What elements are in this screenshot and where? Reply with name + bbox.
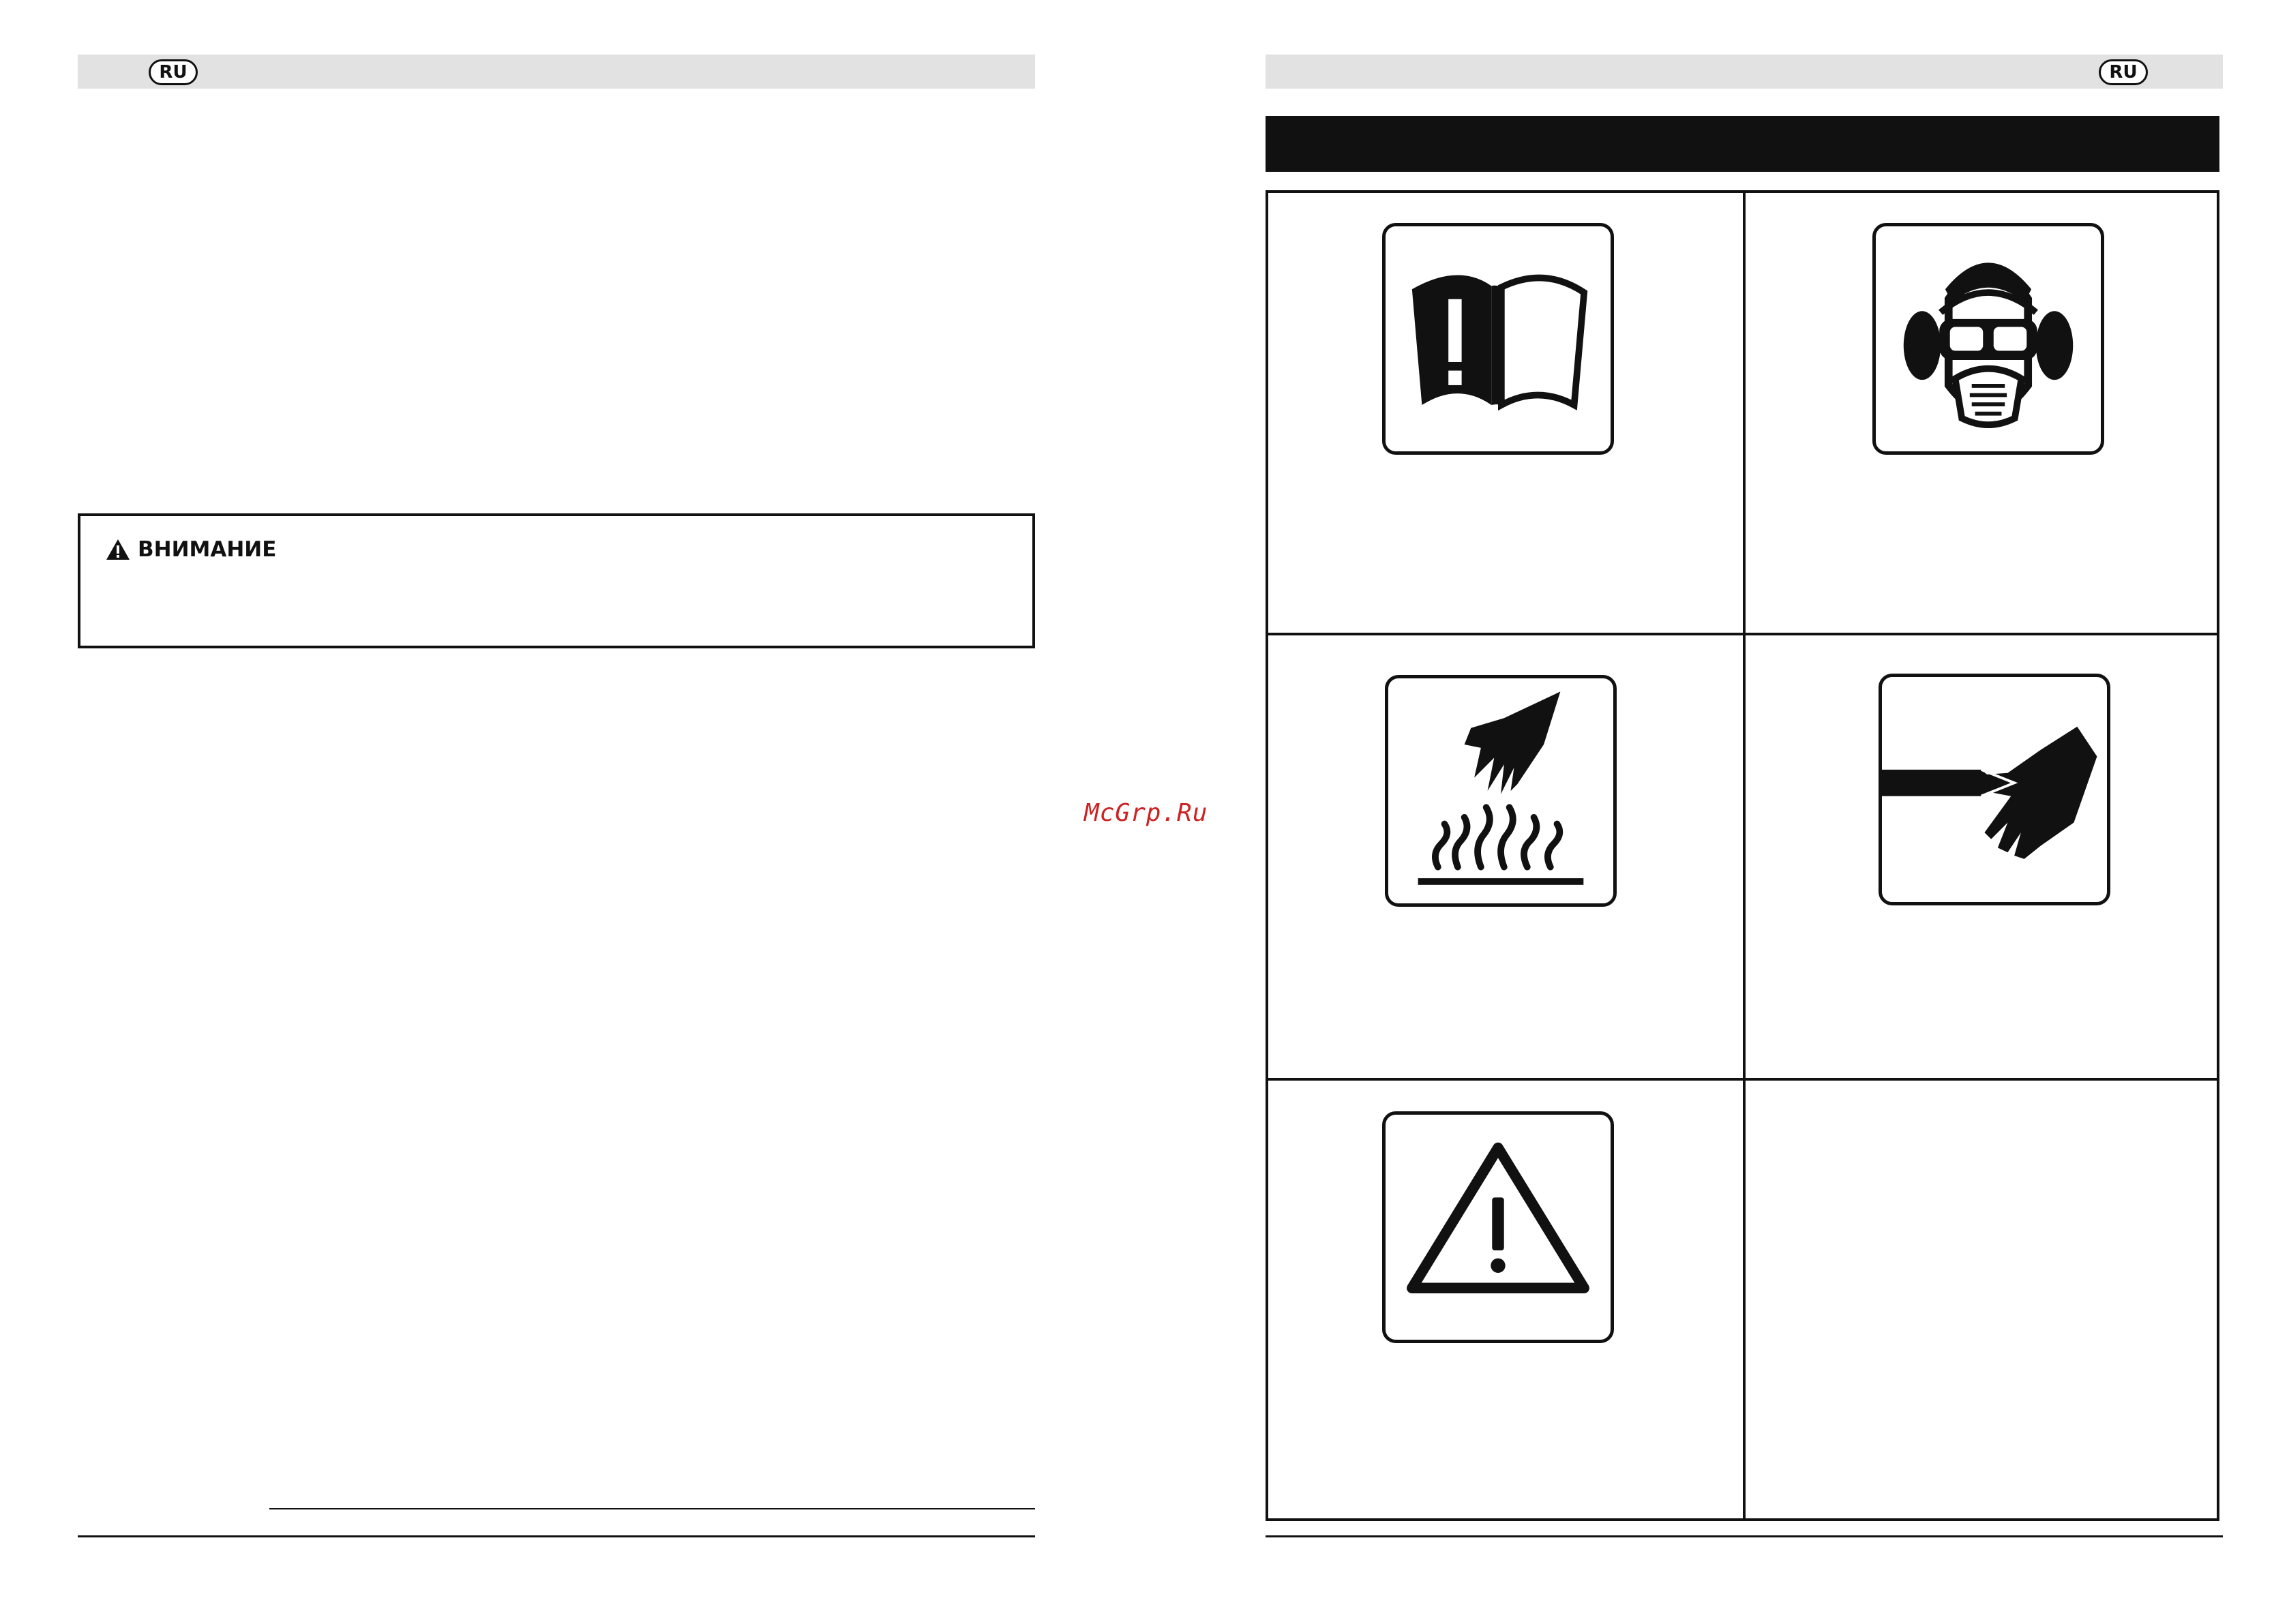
left-header-bar [78,55,1035,89]
warning-box [78,513,1035,648]
right-header-bar [1266,55,2223,89]
right-lang-badge: RU [2099,59,2148,85]
cut-hazard-hand-icon [1882,677,2107,902]
eye-ear-respiratory-protection-icon [1876,226,2101,451]
read-manual-icon [1386,226,1611,451]
left-lang-badge: RU [149,59,198,85]
grid-divider-row1 [1266,633,2219,635]
warning-heading [105,537,276,562]
right-footer-rule [1266,1535,2223,1537]
footnote-rule [269,1508,1035,1509]
hot-surface-icon [1388,678,1613,903]
warning-triangle-icon [105,538,131,561]
watermark: McGrp.Ru [1084,799,1208,827]
symbol-read-manual [1382,223,1614,455]
warning-title: ВНИМАНИЕ [138,537,277,562]
symbol-hot-surface [1385,675,1617,907]
left-footer-rule [78,1535,1035,1537]
symbol-cut-hazard [1879,674,2110,905]
grid-divider-row2 [1266,1078,2219,1081]
symbol-general-warning [1382,1111,1614,1343]
symbol-protective-equipment [1872,223,2104,455]
section-banner [1266,116,2219,172]
general-warning-icon [1386,1115,1611,1340]
grid-divider-vertical [1743,190,1746,1521]
